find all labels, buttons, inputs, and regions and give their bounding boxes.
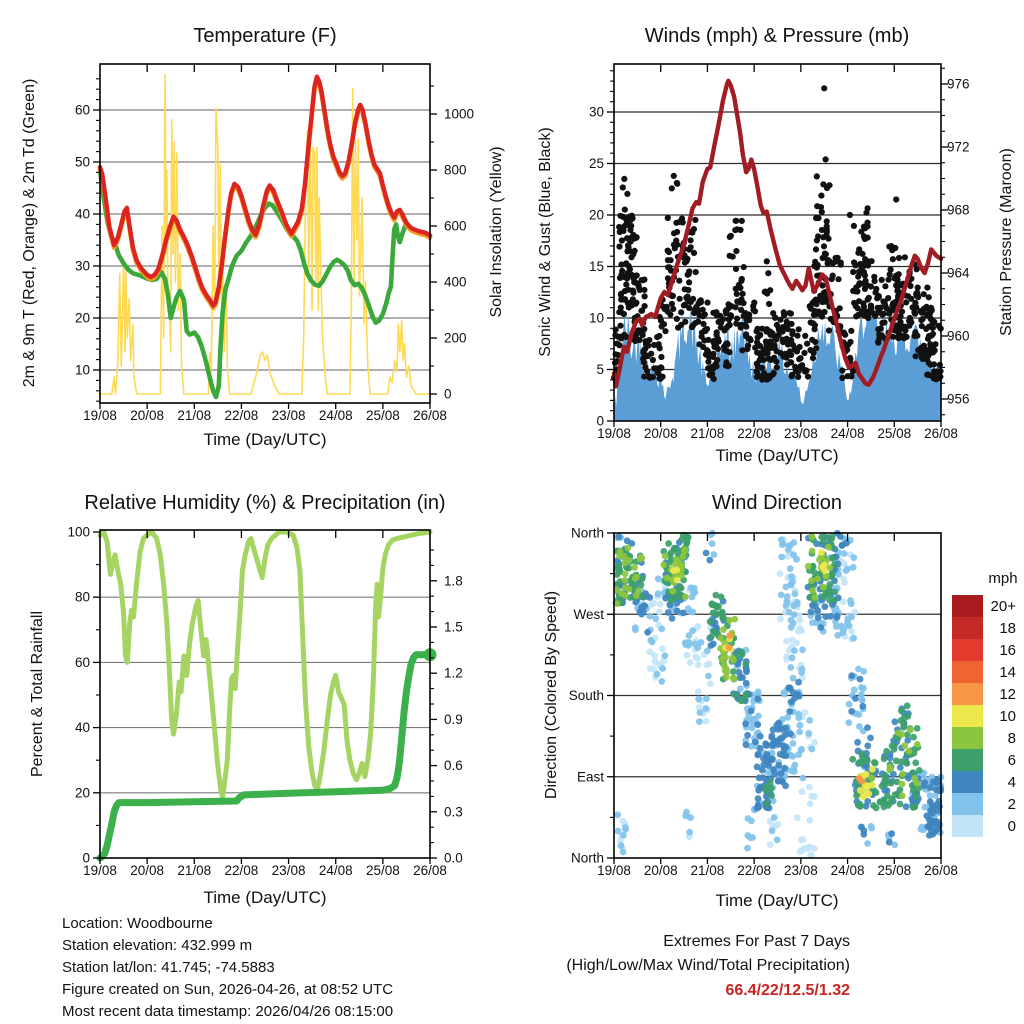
tick-label: 19/08 (83, 408, 117, 423)
tick-label: 0 (444, 386, 452, 402)
footer-timestamp: Most recent data timestamp: 2026/04/26 08:15:00 (62, 1003, 394, 1020)
tick-label: 30 (588, 104, 604, 120)
tick-label: 20/08 (643, 863, 678, 878)
tick-label: 26/08 (413, 408, 447, 423)
tick-label: 6 (1007, 752, 1016, 769)
extremes-title: Extremes For Past 7 Days (663, 933, 850, 950)
tick-label: 20 (588, 207, 604, 223)
temperature-title: Temperature (F) (193, 25, 337, 47)
tick-label: 26/08 (924, 426, 958, 441)
tick-label: 24/08 (318, 408, 353, 423)
tick-label: 10 (999, 708, 1016, 725)
tick-label: 40 (74, 720, 90, 736)
tick-label: 23/08 (271, 408, 306, 423)
tick-label: 964 (947, 265, 970, 281)
tick-label: 800 (444, 162, 467, 178)
tick-label: South (568, 688, 604, 703)
tick-label: 25/08 (365, 863, 400, 878)
humidity-precip-title: Relative Humidity (%) & Precipitation (in) (84, 492, 446, 514)
tick-label: 20 (74, 310, 90, 326)
tick-label: 24/08 (318, 863, 353, 878)
tick-label: 200 (444, 330, 467, 346)
tick-label: 12 (999, 686, 1016, 703)
humidity-xaxis-label: Time (Day/UTC) (203, 888, 327, 907)
tick-label: 14 (999, 664, 1016, 681)
tick-label: 50 (74, 154, 90, 170)
tick-label: 0.9 (444, 711, 463, 727)
footer-elevation: Station elevation: 432.999 m (62, 937, 253, 954)
tick-label: 23/08 (271, 863, 306, 878)
tick-label: 22/08 (224, 408, 259, 423)
tick-label: 16 (999, 642, 1016, 659)
footer-location: Location: Woodbourne (62, 915, 213, 932)
tick-label: 2 (1007, 796, 1016, 813)
tick-label: 10 (74, 362, 90, 378)
tick-label: 100 (67, 524, 90, 540)
tick-label: 400 (444, 274, 467, 290)
tick-label: 24/08 (830, 426, 865, 441)
tick-label: 1.8 (444, 573, 463, 589)
humidity-yaxis-left-label: Percent & Total Rainfall (29, 610, 46, 778)
tick-label: 21/08 (690, 863, 725, 878)
extremes-values: 66.4/22/12.5/1.32 (725, 982, 850, 999)
tick-label: 1000 (444, 106, 475, 122)
tick-label: 80 (74, 589, 90, 605)
tick-label: 22/08 (737, 426, 772, 441)
tick-label: 976 (947, 76, 970, 92)
tick-label: 25 (588, 156, 604, 171)
tick-label: 20/08 (130, 408, 165, 423)
tick-label: 23/08 (783, 863, 818, 878)
tick-label: 8 (1007, 730, 1016, 747)
footer-latlon: Station lat/lon: 41.745; -74.5883 (62, 959, 275, 976)
tick-label: 22/08 (224, 863, 259, 878)
tick-label: 600 (444, 218, 467, 234)
tick-label: 5 (596, 362, 604, 377)
tick-label: 0.0 (444, 850, 463, 866)
tick-label: 4 (1007, 774, 1016, 791)
tick-label: 19/08 (597, 863, 631, 878)
tick-label: 956 (947, 391, 970, 407)
pressure-yaxis-right-label: Station Pressure (Maroon) (998, 148, 1015, 336)
tick-label: 26/08 (924, 863, 958, 878)
temperature-yaxis-left-label: 2m & 9m T (Red, Orange) & 2m Td (Green) (21, 78, 38, 388)
tick-label: 21/08 (690, 426, 725, 441)
tick-label: 60 (74, 654, 90, 670)
tick-label: 15 (588, 259, 604, 274)
tick-label: 60 (74, 102, 90, 118)
tick-label: 25/08 (877, 426, 912, 441)
tick-label: 972 (947, 139, 970, 155)
tick-label: 0.3 (444, 804, 463, 820)
tick-label: East (576, 769, 604, 785)
tick-label: 30 (74, 258, 90, 274)
tick-label: 25/08 (877, 863, 912, 878)
wind-direction-title: Wind Direction (711, 492, 843, 514)
tick-label: 20 (74, 785, 90, 801)
winds-pressure-title: Winds (mph) & Pressure (mb) (644, 25, 910, 47)
winddir-xaxis-label: Time (Day/UTC) (715, 891, 839, 910)
tick-label: 1.2 (444, 665, 463, 681)
tick-label: 22/08 (737, 863, 772, 878)
tick-label: 21/08 (177, 863, 212, 878)
tick-label: 20/08 (130, 863, 165, 878)
tick-label: 19/08 (83, 863, 117, 878)
tick-label: 0 (82, 850, 90, 866)
tick-label: 968 (947, 202, 970, 218)
tick-label: 24/08 (830, 863, 865, 878)
tick-label: 40 (74, 206, 90, 222)
tick-label: North (570, 525, 604, 541)
footer-created: Figure created on Sun, 2026-04-26, at 08:52 UTC (62, 981, 394, 998)
tick-label: 25/08 (365, 408, 400, 423)
winds-xaxis-label: Time (Day/UTC) (715, 446, 839, 465)
direction-yaxis-left-label: Direction (Colored By Speed) (543, 590, 560, 800)
colorbar-unit-label: mph (988, 570, 1018, 587)
extremes-subtitle: (High/Low/Max Wind/Total Precipitation) (566, 957, 850, 974)
tick-label: 20/08 (643, 426, 678, 441)
tick-label: 0.6 (444, 758, 463, 774)
tick-label: 0 (596, 413, 604, 429)
tick-label: 18 (999, 620, 1016, 637)
tick-label: 19/08 (597, 426, 631, 441)
tick-label: North (570, 850, 604, 866)
wind-yaxis-left-label: Sonic Wind & Gust (Blue, Black) (537, 127, 554, 357)
tick-label: 21/08 (177, 408, 212, 423)
tick-label: 1.5 (444, 619, 463, 635)
tick-label: West (573, 606, 604, 622)
tick-label: 0 (1007, 818, 1016, 835)
tick-label: 26/08 (413, 863, 447, 878)
temperature-xaxis-label: Time (Day/UTC) (203, 430, 327, 449)
tick-label: 960 (947, 328, 970, 344)
solar-yaxis-right-label: Solar Insolation (Yellow) (488, 146, 505, 318)
tick-label: 23/08 (783, 426, 818, 441)
tick-label: 10 (588, 310, 604, 326)
tick-label: 20+ (990, 598, 1016, 615)
